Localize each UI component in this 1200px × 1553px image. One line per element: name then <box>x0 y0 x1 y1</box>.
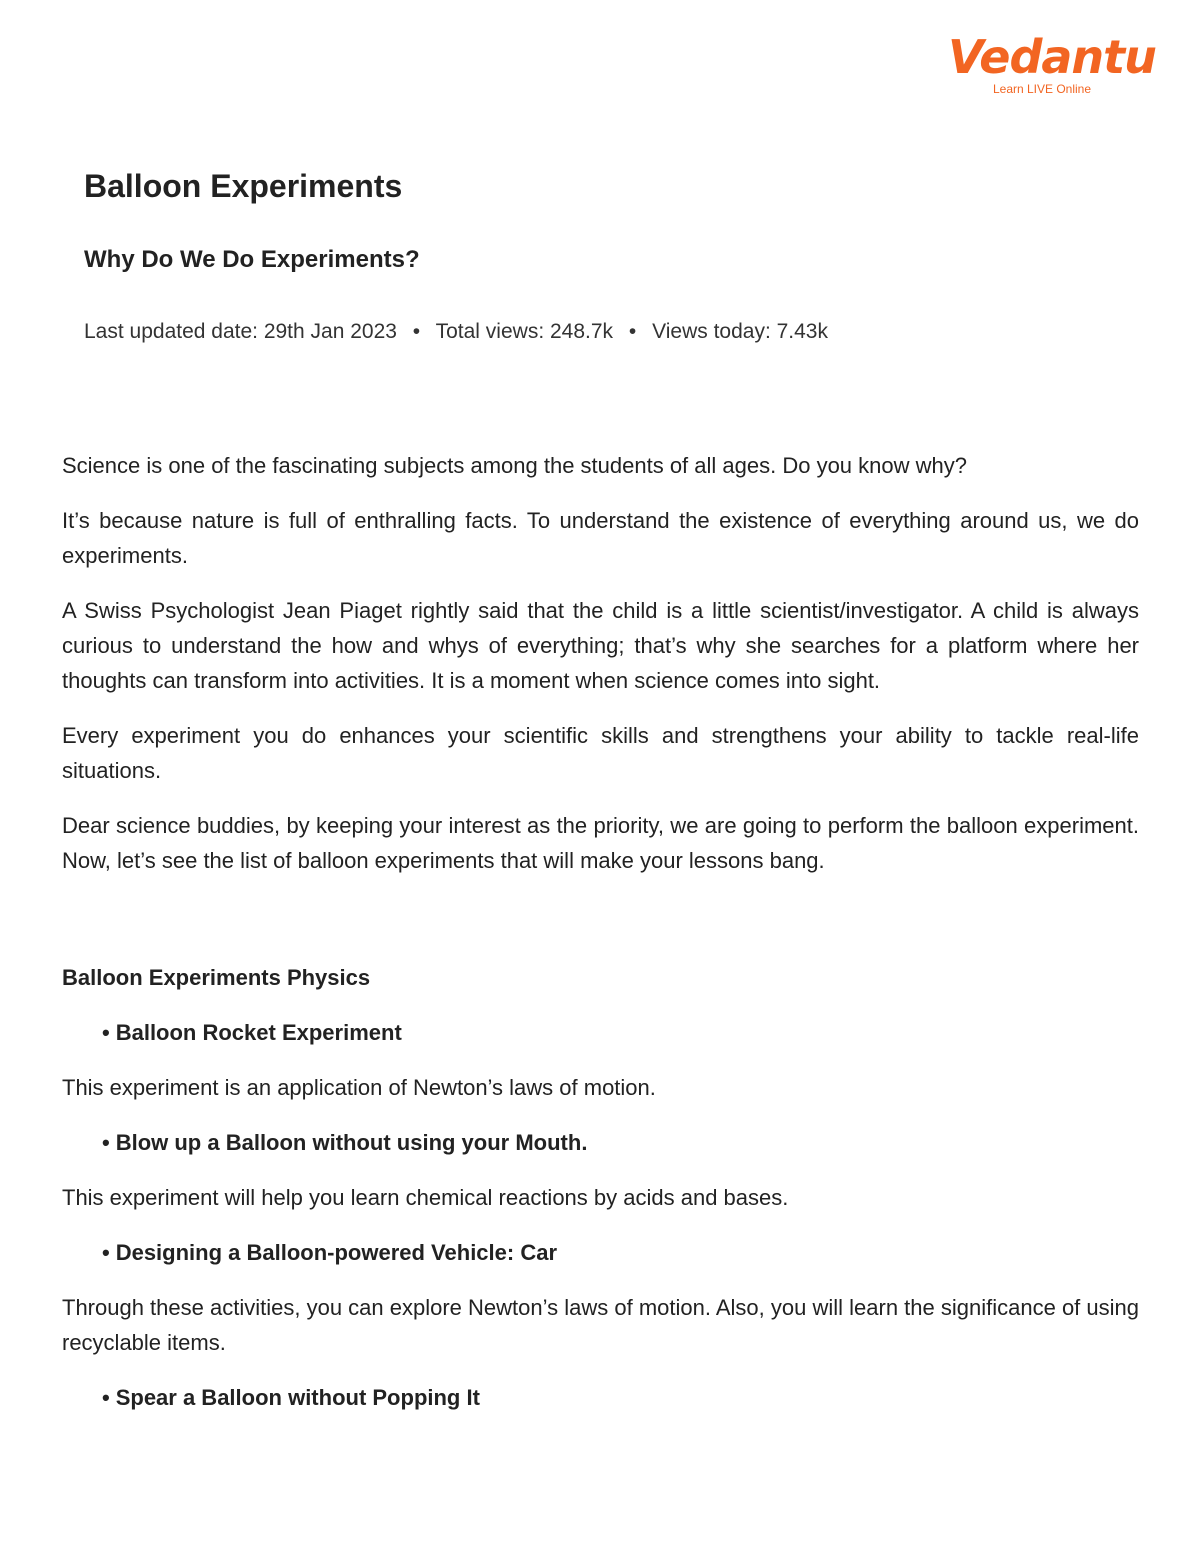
bullet-item <box>102 1015 1139 1050</box>
paragraph: Dear science buddies, by keeping your interest as the priority, we are going to perform the balloon experiment. Now, let’s see the list of balloon experiments that will make your lessons bang. <box>62 813 1139 873</box>
bullet-item <box>102 1235 1139 1270</box>
page-title: Balloon Experiments <box>84 168 403 204</box>
bullet-title: Spear a Balloon without Popping It <box>115 1385 480 1410</box>
bullet-item <box>102 1125 1139 1160</box>
last-updated: Last updated date: 29th Jan 2023 <box>84 320 397 343</box>
article-meta <box>84 320 828 344</box>
bullet-mark: • <box>102 1240 110 1265</box>
total-views: Total views: 248.7k <box>435 320 614 343</box>
page-subtitle: Why Do We Do Experiments? <box>84 246 420 273</box>
paragraph: A Swiss Psychologist Jean Piaget rightly said that the child is a little scientist/investigator. A child is always curious to understand the how and whys of everything; that’s why she searches for a platform where her thoughts can transform into activities. It is a moment when science comes into sight. <box>62 598 1139 693</box>
brand-name: Vedantu <box>948 30 1156 84</box>
bullet-title: Designing a Balloon-powered Vehicle: Car <box>115 1240 558 1265</box>
bullet-mark: • <box>102 1020 110 1045</box>
meta-separator: • <box>412 320 421 343</box>
bullet-item <box>102 1380 1139 1415</box>
bullet-mark: • <box>102 1130 110 1155</box>
bullet-description: This experiment is an application of Newton’s laws of motion. <box>62 1075 656 1100</box>
paragraph: Science is one of the fascinating subjects among the students of all ages. Do you know why? <box>62 453 967 478</box>
bullet-description: This experiment will help you learn chemical reactions by acids and bases. <box>62 1185 789 1210</box>
bullet-title: Blow up a Balloon without using your Mouth. <box>115 1130 588 1155</box>
paragraph: Every experiment you do enhances your scientific skills and strengthens your ability to tackle real-life situations. <box>62 723 1139 783</box>
section-heading: Balloon Experiments Physics <box>62 965 371 990</box>
bullet-title: Balloon Rocket Experiment <box>115 1020 402 1045</box>
meta-separator: • <box>628 320 637 343</box>
views-today: Views today: 7.43k <box>652 320 828 343</box>
bullet-description: Through these activities, you can explore Newton’s laws of motion. Also, you will learn the significance of using recyclable items. <box>62 1295 1139 1355</box>
brand-tagline: Learn LIVE Online <box>992 82 1092 96</box>
bullet-mark: • <box>102 1385 110 1410</box>
brand-logo <box>948 30 1156 96</box>
paragraph: It’s because nature is full of enthralling facts. To understand the existence of everything around us, we do experiments. <box>62 508 1139 568</box>
article-body <box>62 448 1139 1435</box>
